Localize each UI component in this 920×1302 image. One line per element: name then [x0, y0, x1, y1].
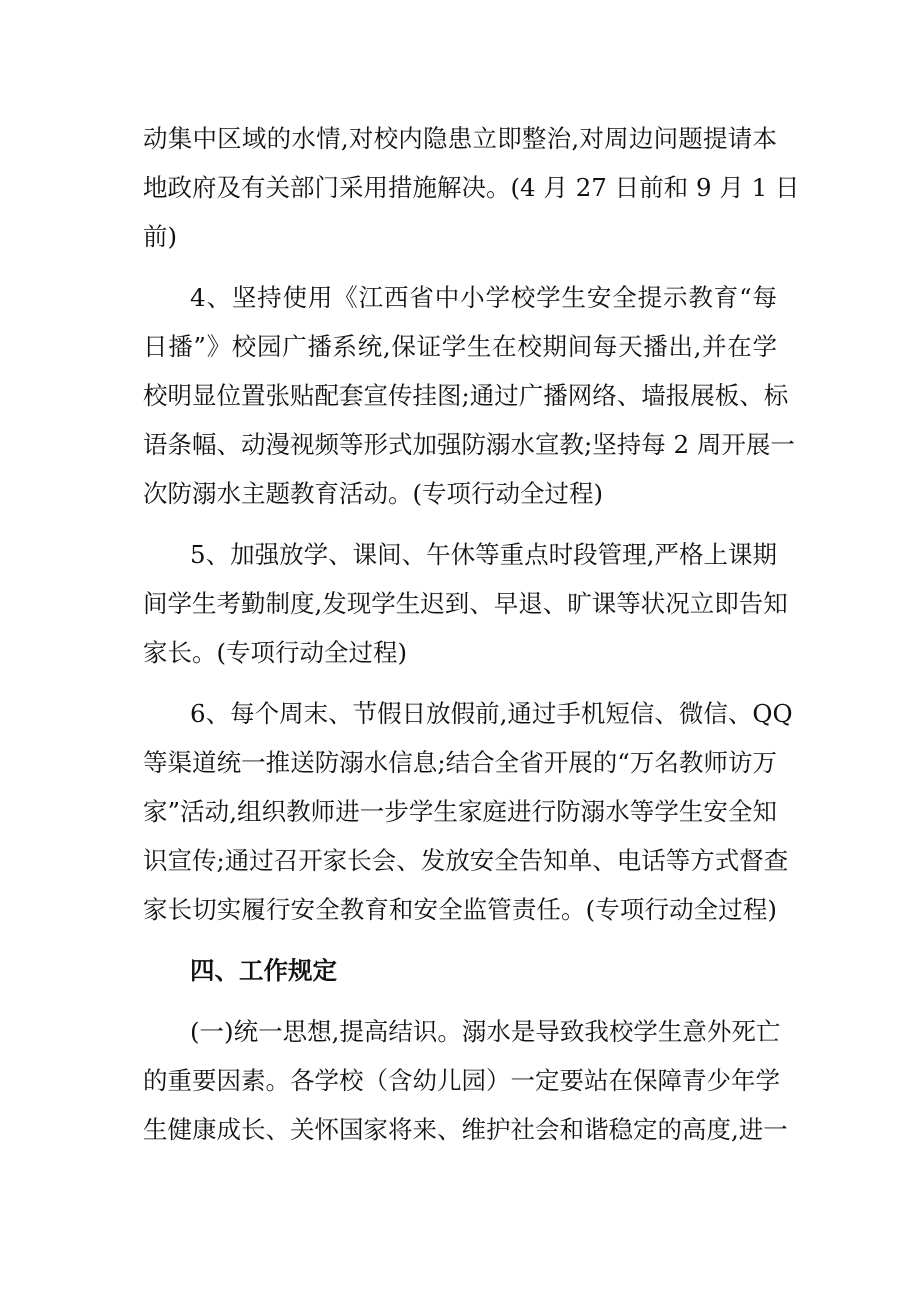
paragraph-line: 6、每个周末、节假日放假前,通过手机短信、微信、QQ [190, 699, 793, 728]
paragraph-line: 间学生考勤制度,发现学生迟到、早退、旷课等状况立即告知 [143, 589, 788, 618]
paragraph-line: 次防溺水主题教育活动。(专项行动全过程) [143, 479, 604, 508]
paragraph-line: 家”活动,组织教师进一步学生家庭进行防溺水等学生安全知 [143, 797, 777, 826]
paragraph-line: 生健康成长、关怀国家将来、维护社会和谐稳定的高度,进一 [143, 1115, 788, 1144]
paragraph-line: 识宣传;通过召开家长会、发放安全告知单、电话等方式督查 [143, 846, 789, 875]
paragraph-line: 等渠道统一推送防溺水信息;结合全省开展的“万名教师访万 [143, 748, 777, 777]
paragraph-line: 地政府及有关部门采用措施解决。(4 月 27 日前和 9 月 1 日 [143, 173, 800, 202]
paragraph-line: 5、加强放学、课间、午休等重点时段管理,严格上课期 [190, 540, 777, 569]
paragraph-line: 语条幅、动漫视频等形式加强防溺水宣教;坚持每 2 周开展一 [143, 430, 795, 459]
paragraph-line: 家长切实履行安全教育和安全监管责任。(专项行动全过程) [143, 895, 777, 924]
section-heading: 四、工作规定 [190, 956, 337, 985]
paragraph-line: 的重要因素。各学校（含幼儿园）一定要站在保障青少年学 [143, 1066, 780, 1095]
paragraph-line: 日播”》校园广播系统,保证学生在校期间每天播出,并在学 [143, 332, 777, 361]
paragraph-line: (一)统一思想,提高结识。溺水是导致我校学生意外死亡 [190, 1017, 781, 1046]
paragraph-line: 前) [143, 222, 178, 251]
paragraph-line: 校明显位置张贴配套宣传挂图;通过广播网络、墙报展板、标 [143, 381, 789, 410]
paragraph-line: 4、坚持使用《江西省中小学校学生安全提示教育“每 [190, 283, 777, 312]
paragraph-line: 动集中区域的水情,对校内隐患立即整治,对周边问题提请本 [143, 124, 777, 153]
paragraph-line: 家长。(专项行动全过程) [143, 638, 408, 667]
